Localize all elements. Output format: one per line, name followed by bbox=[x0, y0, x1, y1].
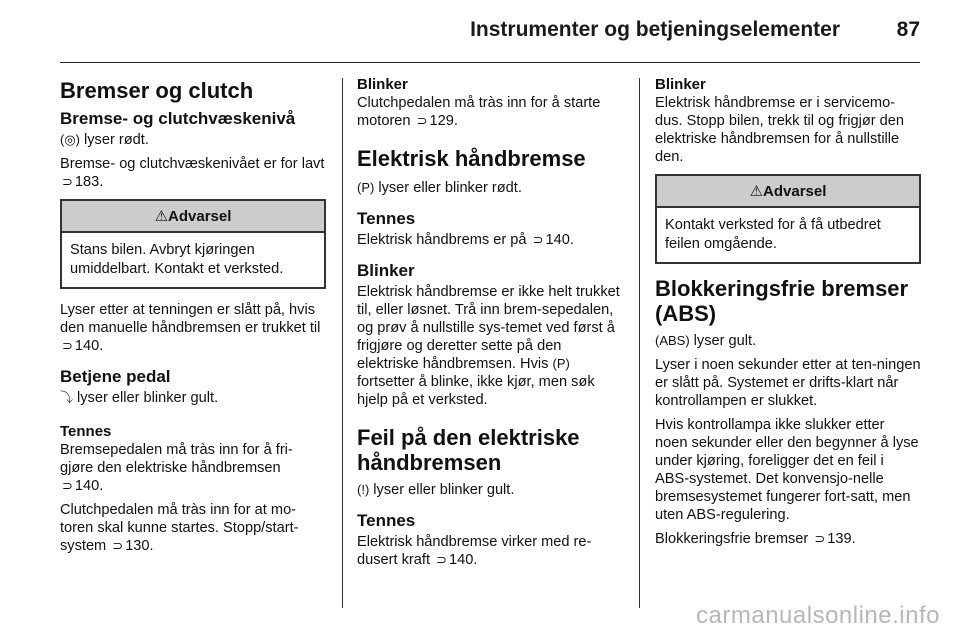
page-ref-icon: ⊃ bbox=[112, 538, 124, 553]
subsection-title: Tennes bbox=[60, 423, 112, 440]
page-ref-icon: ⊃ bbox=[62, 174, 73, 189]
header-rule bbox=[60, 62, 920, 63]
subsection-title: Blinker bbox=[357, 76, 408, 93]
indicator-line: (!) lyser eller blinker gult. bbox=[357, 482, 515, 498]
brake-fault-icon: (!) bbox=[357, 482, 370, 497]
paragraph: Bremse- og clutchvæskenivået er for lavt ⊃ 183. bbox=[60, 156, 325, 190]
section-title: Elektrisk håndbremse bbox=[357, 146, 586, 171]
paragraph: Elektrisk håndbremse er ikke helt trukket til, eller løsnet. Trå inn brem-sepedalen, og prøv å nullstille sys-temet ved først å frigjøre og deretter sette på den elektriske håndbremsen. Hvis (P)fortsetter å blinke, ikke kjør, men søk hjelp på et verksted. bbox=[357, 284, 620, 408]
page-header bbox=[0, 14, 920, 54]
indicator-line: (◎) lyser rødt. bbox=[60, 132, 149, 148]
warning-text: Stans bilen. Avbryt kjøringen umiddelbart. Kontakt et verksted. bbox=[70, 242, 284, 277]
warning-icon: ⚠ bbox=[154, 208, 169, 225]
paragraph: Bremsepedalen må tràs inn for å fri-gjøre den elektriske håndbremsen ⊃ 140. bbox=[60, 442, 293, 494]
subsection-title: Bremse- og clutchvæskenivå bbox=[60, 109, 296, 128]
page-ref-icon: ⊃ bbox=[62, 478, 73, 493]
indicator-line: ⤵ lyser eller blinker gult. bbox=[60, 390, 219, 406]
paragraph: Blokkeringsfrie bremser ⊃ 139. bbox=[655, 531, 856, 547]
watermark: carmanualsonline.info bbox=[696, 602, 940, 629]
subsection-title: Tennes bbox=[357, 511, 416, 530]
indicator-line: (ABS) lyser gult. bbox=[655, 333, 757, 349]
subsection-title: Betjene pedal bbox=[60, 367, 171, 386]
indicator-line: (P) lyser eller blinker rødt. bbox=[357, 180, 522, 196]
warning-box bbox=[60, 199, 326, 289]
pedal-icon: ⤵ bbox=[60, 390, 74, 405]
paragraph: Clutchpedalen må tràs inn for at mo-toren skal kunne startes. Stopp/start-system ⊃ 130. bbox=[60, 502, 299, 554]
brake-fluid-icon: (◎) bbox=[60, 132, 81, 147]
warning-text: Kontakt verksted for å få utbedret feilen omgående. bbox=[665, 217, 881, 252]
paragraph: Elektrisk håndbremse virker med re-dusert kraft ⊃ 140. bbox=[357, 534, 592, 568]
section-title: Feil på den elektriske håndbremsen bbox=[357, 425, 580, 475]
warning-icon: ⚠ bbox=[749, 183, 764, 200]
subsection-title: Tennes bbox=[357, 209, 416, 228]
paragraph: Clutchpedalen må tràs inn for å starte motoren ⊃ 129. bbox=[357, 95, 601, 129]
page-ref-icon: ⊃ bbox=[532, 232, 544, 247]
abs-icon: (ABS) bbox=[655, 333, 690, 348]
page-ref-icon: ⊃ bbox=[416, 113, 428, 128]
parking-brake-icon: (P) bbox=[357, 180, 375, 195]
parking-brake-icon: (P) bbox=[552, 356, 570, 371]
column-3 bbox=[655, 76, 921, 554]
column-2 bbox=[357, 76, 623, 575]
paragraph: Hvis kontrollampa ikke slukker etter noen sekunder eller den begynner å lyse under kjøring, foreligger det en feil i ABS-systemet. Det konvensjo-nelle bremsesystemet fungerer fort-satt, men uten ABS-regulering. bbox=[655, 417, 919, 523]
header-title: Instrumenter og betjeningselementer bbox=[470, 18, 840, 41]
warning-header: ⚠Advarsel bbox=[62, 201, 324, 233]
warning-header: ⚠Advarsel bbox=[657, 176, 919, 208]
page-number: 87 bbox=[896, 18, 920, 41]
page-ref-icon: ⊃ bbox=[62, 338, 73, 353]
column-divider bbox=[639, 78, 640, 608]
subsection-title: Blinker bbox=[655, 76, 706, 93]
paragraph: Lyser i noen sekunder etter at ten-ningen er slått på. Systemet er drifts-klart når kontrollampen er slukket. bbox=[655, 357, 921, 409]
paragraph: Elektrisk håndbremse er i servicemo-dus. Stopp bilen, trekk til og frigjør den elektriske håndbremsen for å nullstille den. bbox=[655, 95, 905, 165]
column-divider bbox=[342, 78, 343, 608]
paragraph: Lyser etter at tenningen er slått på, hvis den manuelle håndbremsen er trukket til ⊃ 140. bbox=[60, 302, 321, 354]
section-title: Bremser og clutch bbox=[60, 78, 254, 103]
column-1 bbox=[60, 76, 326, 561]
warning-box bbox=[655, 174, 921, 264]
paragraph: Elektrisk håndbrems er på ⊃ 140. bbox=[357, 232, 574, 248]
page-ref-icon: ⊃ bbox=[436, 552, 447, 567]
subsection-title: Blinker bbox=[357, 261, 415, 280]
page-ref-icon: ⊃ bbox=[814, 531, 826, 546]
section-title: Blokkeringsfrie bremser (ABS) bbox=[655, 276, 909, 326]
